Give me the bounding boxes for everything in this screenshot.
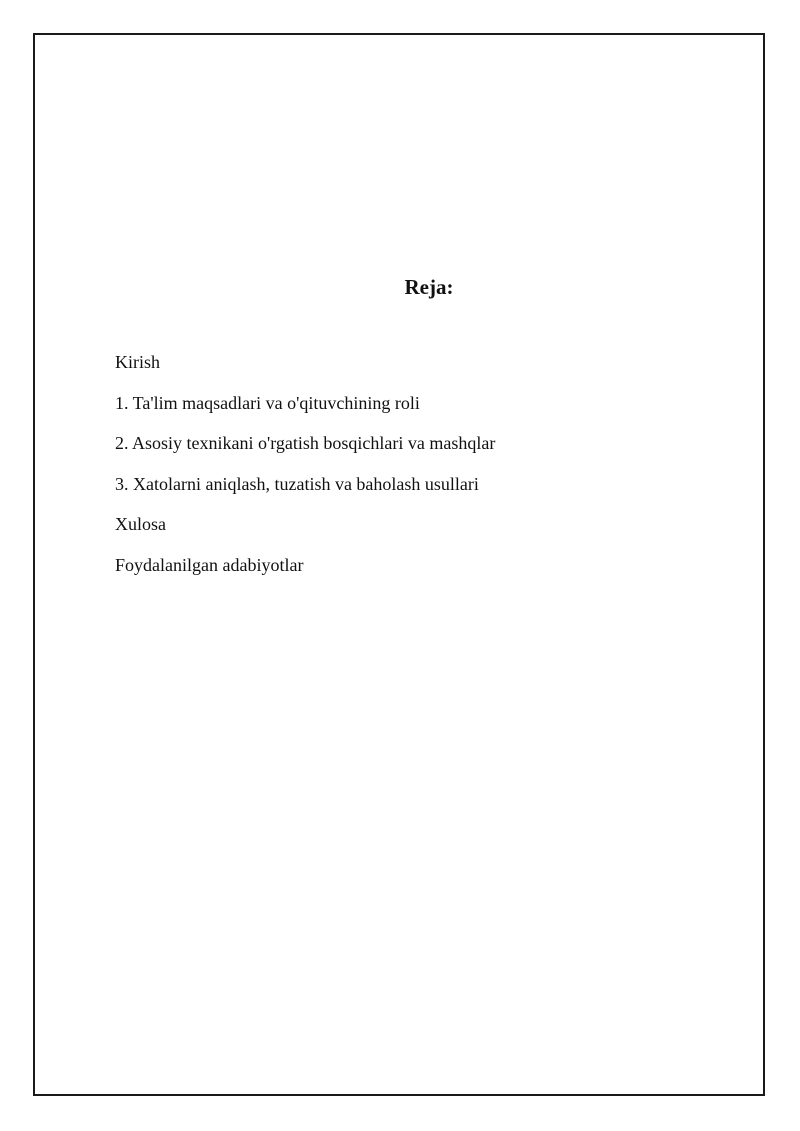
page-title: Reja: xyxy=(404,275,454,299)
toc-item-references: Foydalanilgan adabiyotlar xyxy=(115,554,304,575)
toc-item-2: 2. Asosiy texnikani o'rgatish bosqichlari va mashqlar xyxy=(115,433,496,453)
toc-item-introduction: Kirish xyxy=(115,352,160,372)
table-of-contents xyxy=(115,349,495,592)
toc-item-conclusion: Xulosa xyxy=(115,514,166,534)
toc-item-1: 1. Ta'lim maqsadlari va o'qituvchining roli xyxy=(115,392,420,413)
toc-item-3: 3. Xatolarni aniqlash, tuzatish va baholash usullari xyxy=(115,473,479,494)
